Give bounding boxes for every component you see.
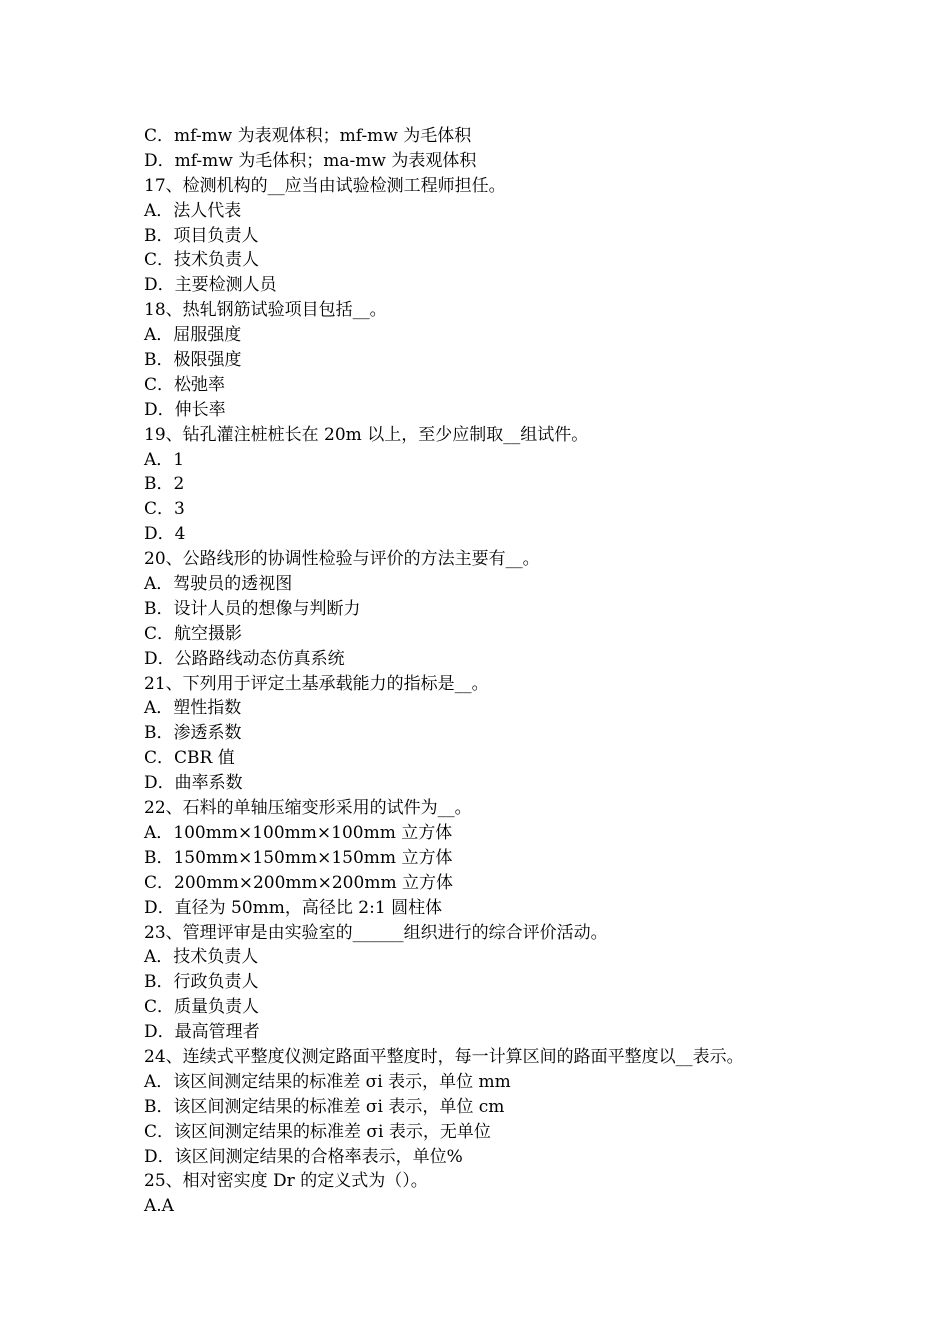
option-line: B．渗透系数 <box>144 723 242 744</box>
option-line: B．150mm×150mm×150mm 立方体 <box>144 847 453 868</box>
option-line: D．公路路线动态仿真系统 <box>144 648 345 669</box>
option-line: A．该区间测定结果的标准差 σi 表示，单位 mm <box>144 1071 511 1092</box>
option-line: A．技术负责人 <box>144 947 259 968</box>
question-20: 20、公路线形的协调性检验与评价的方法主要有__。 <box>144 549 540 570</box>
question-24: 24、连续式平整度仪测定路面平整度时，每一计算区间的路面平整度以__表示。 <box>144 1046 744 1067</box>
option-line: C．技术负责人 <box>144 250 260 271</box>
text-line: D．mf-mw 为毛体积；ma-mw 为表观体积 <box>144 150 477 171</box>
option-line: D．主要检测人员 <box>144 275 277 296</box>
option-line: A．塑性指数 <box>144 698 242 719</box>
option-line: C．3 <box>144 499 185 520</box>
option-line: C．松弛率 <box>144 374 226 395</box>
option-line: B．设计人员的想像与判断力 <box>144 598 361 619</box>
option-line: D．直径为 50mm，高径比 2:1 圆柱体 <box>144 897 443 918</box>
option-line: C．200mm×200mm×200mm 立方体 <box>144 872 453 893</box>
text-line: C．mf-mw 为表观体积；mf-mw 为毛体积 <box>144 126 472 146</box>
option-line: D．该区间测定结果的合格率表示，单位% <box>144 1146 463 1167</box>
option-line: B．项目负责人 <box>144 225 259 246</box>
option-line: D．4 <box>144 524 186 545</box>
question-18: 18、热轧钢筋试验项目包括__。 <box>144 300 387 321</box>
option-line: D．最高管理者 <box>144 1022 260 1043</box>
option-line: A.A <box>144 1196 174 1217</box>
option-line: B．行政负责人 <box>144 972 259 993</box>
option-line: C．CBR 值 <box>144 748 235 769</box>
question-23: 23、管理评审是由实验室的______组织进行的综合评价活动。 <box>144 922 608 943</box>
question-17: 17、检测机构的__应当由试验检测工程师担任。 <box>144 175 506 196</box>
option-line: A．1 <box>144 449 185 470</box>
option-line: D．伸长率 <box>144 399 226 420</box>
question-19: 19、钻孔灌注桩桩长在 20m 以上，至少应制取__组试件。 <box>144 424 589 445</box>
option-line: A．屈服强度 <box>144 325 242 346</box>
option-line: A．法人代表 <box>144 200 242 221</box>
option-line: C．质量负责人 <box>144 997 260 1018</box>
option-line: B．该区间测定结果的标准差 σi 表示，单位 cm <box>144 1096 505 1117</box>
option-line: B．2 <box>144 474 185 495</box>
option-line: A．100mm×100mm×100mm 立方体 <box>144 822 453 843</box>
option-line: A．驾驶员的透视图 <box>144 574 293 595</box>
option-line: D．曲率系数 <box>144 773 243 794</box>
question-21: 21、下列用于评定土基承载能力的指标是__。 <box>144 673 489 694</box>
question-25: 25、相对密实度 Dr 的定义式为（）。 <box>144 1171 428 1192</box>
question-22: 22、石料的单轴压缩变形采用的试件为__。 <box>144 798 472 819</box>
document-body <box>144 124 844 1219</box>
option-line: B．极限强度 <box>144 350 242 371</box>
option-line: C．航空摄影 <box>144 623 243 644</box>
option-line: C．该区间测定结果的标准差 σi 表示，无单位 <box>144 1121 491 1142</box>
